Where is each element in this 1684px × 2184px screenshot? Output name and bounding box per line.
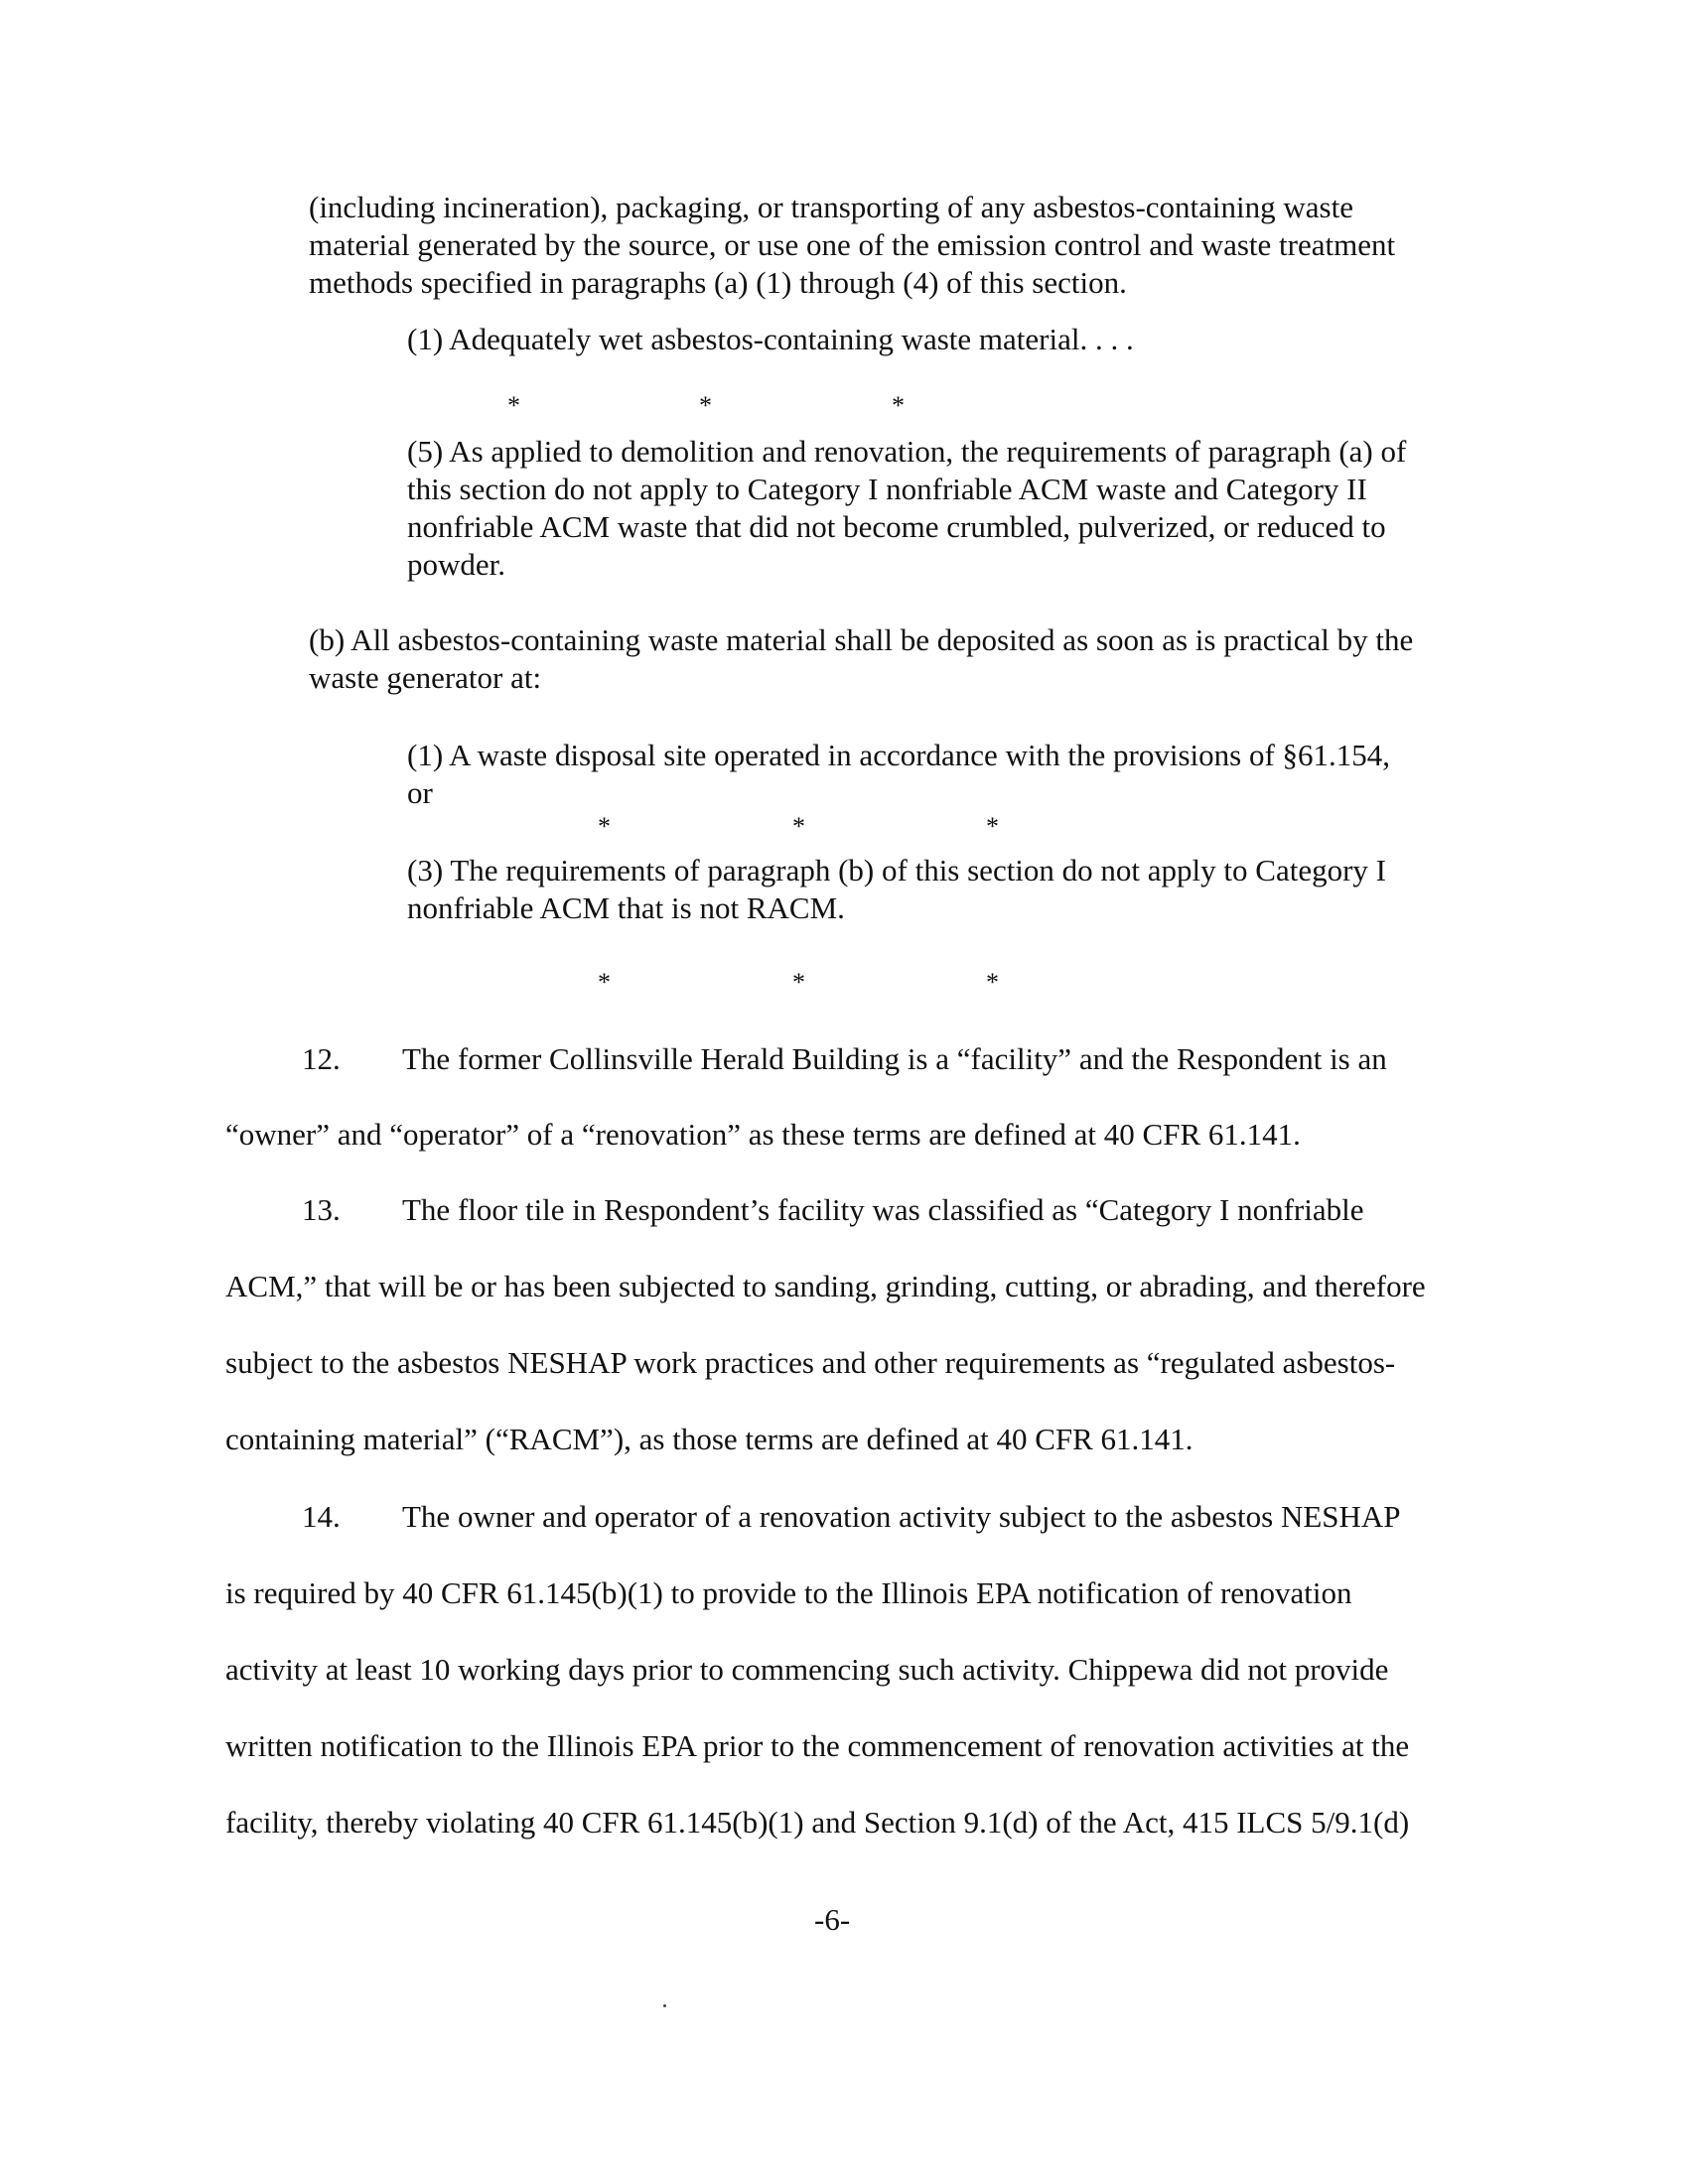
quote-item-a5-line-1: (5) As applied to demolition and renovation, the requirements of paragraph (a) of: [407, 434, 1407, 469]
quote-para-a-line-3: methods specified in paragraphs (a) (1) through (4) of this section.: [309, 265, 1127, 300]
paragraph-14-line-5: facility, thereby violating 40 CFR 61.145(b)(1) and Section 9.1(d) of the Act, 415 ILCS 5/9.1(d): [225, 1805, 1410, 1840]
paragraph-number: 13.: [302, 1192, 341, 1227]
quote-item-b3-line-2: nonfriable ACM that is not RACM.: [407, 890, 845, 925]
page-number: -6-: [814, 1902, 851, 1937]
quote-item-b1-line-1: (1) A waste disposal site operated in accordance with the provisions of §61.154,: [407, 738, 1391, 772]
quote-para-a-line-1: (including incineration), packaging, or transporting of any asbestos-containing waste: [309, 190, 1353, 224]
paragraph-number: 12.: [302, 1041, 341, 1076]
quote-item-b1-line-2: or: [407, 775, 433, 810]
paragraph-14-line-3: activity at least 10 working days prior to commencing such activity. Chippewa did not provide: [225, 1652, 1389, 1687]
paragraph-14-line-4: written notification to the Illinois EPA prior to the commencement of renovation activities at the: [225, 1728, 1410, 1763]
paragraph-14-line-1: The owner and operator of a renovation activity subject to the asbestos NESHAP: [402, 1499, 1401, 1534]
omission-mark: *: [986, 968, 999, 997]
paragraph-12-line-1: The former Collinsville Herald Building is a “facility” and the Respondent is an: [402, 1041, 1387, 1076]
quote-para-b-line-2: waste generator at:: [309, 660, 542, 695]
omission-mark: *: [699, 391, 712, 420]
quote-item-a5-line-2: this section do not apply to Category I nonfriable ACM waste and Category II: [407, 472, 1367, 506]
omission-mark: *: [792, 812, 805, 841]
omission-mark: *: [892, 391, 905, 420]
quote-item-a1: (1) Adequately wet asbestos-containing waste material. . . .: [407, 322, 1134, 356]
quote-item-a5-line-3: nonfriable ACM waste that did not become crumbled, pulverized, or reduced to: [407, 509, 1386, 544]
paragraph-13-line-2: ACM,” that will be or has been subjected to sanding, grinding, cutting, or abrading, and therefore: [225, 1269, 1426, 1303]
paragraph-number: 14.: [302, 1499, 341, 1534]
paragraph-13-line-1: The floor tile in Respondent’s facility was classified as “Category I nonfriable: [402, 1192, 1364, 1227]
omission-mark: *: [598, 812, 611, 841]
paragraph-14-line-2: is required by 40 CFR 61.145(b)(1) to provide to the Illinois EPA notification of renovation: [225, 1575, 1352, 1610]
omission-mark: *: [792, 968, 805, 997]
scan-speck: [663, 2004, 666, 2007]
omission-mark: *: [598, 968, 611, 997]
quote-item-b3-line-1: (3) The requirements of paragraph (b) of this section do not apply to Category I: [407, 853, 1386, 887]
quote-item-a5-line-4: powder.: [407, 547, 506, 582]
paragraph-13-line-4: containing material” (“RACM”), as those terms are defined at 40 CFR 61.141.: [225, 1422, 1193, 1456]
paragraph-12-line-2: “owner” and “operator” of a “renovation” as these terms are defined at 40 CFR 61.141.: [225, 1117, 1301, 1152]
quote-para-b-line-1: (b) All asbestos-containing waste material shall be deposited as soon as is practical by the: [309, 622, 1414, 657]
omission-mark: *: [507, 391, 520, 420]
paragraph-13-line-3: subject to the asbestos NESHAP work practices and other requirements as “regulated asbestos-: [225, 1345, 1396, 1380]
omission-mark: *: [986, 812, 999, 841]
quote-para-a-line-2: material generated by the source, or use one of the emission control and waste treatment: [309, 227, 1396, 262]
